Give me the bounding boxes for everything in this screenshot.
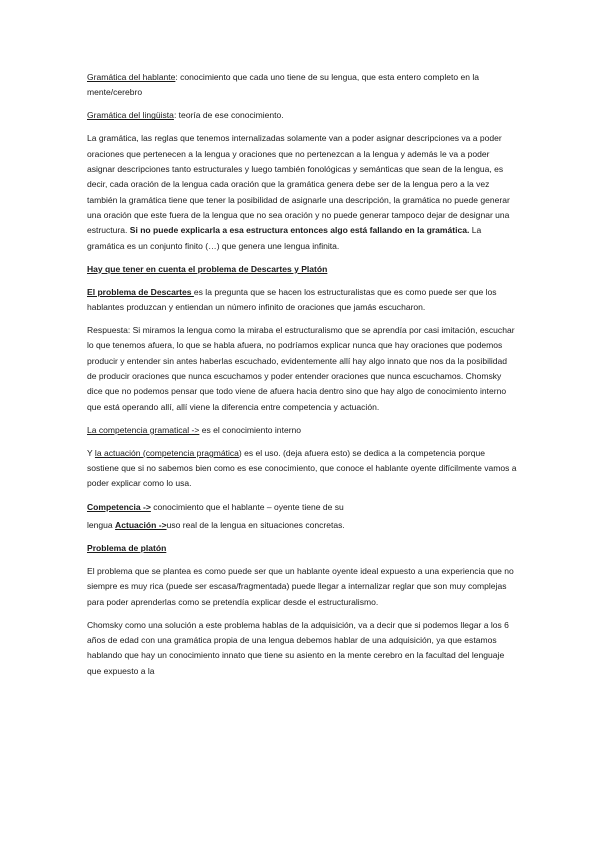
arrow-symbol: -> (191, 424, 200, 435)
paragraph-tail: La gramática es un conjunto finito (…) que genera une lengua infinita. (87, 225, 482, 251)
definition-competence (87, 500, 517, 515)
paragraph-lead: lengua (87, 519, 116, 530)
definition-text: : conocimiento que cada uno tiene de su lengua, que esta entero completo en la mente/cerebro (87, 72, 480, 98)
term-performance: la actuación (competencia pragmática (94, 447, 239, 458)
definition-speaker-grammar (87, 70, 517, 101)
term-grammatical-competence: La competencia gramatical (87, 424, 192, 435)
definition-text: conocimiento que el hablante – oyente tiene de su (150, 501, 344, 512)
paragraph-grammar (87, 131, 517, 253)
definition-text: uso real de la lengua en situaciones concretas. (166, 519, 345, 530)
bold-statement: Si no puede explicarla a esa estructura entonces algo está fallando en la gramática. (129, 225, 470, 236)
definition-text: : teoría de ese conocimiento. (173, 110, 284, 121)
definition-performance (87, 518, 517, 533)
term-speaker-grammar: Gramática del hablante (87, 72, 176, 82)
section-heading-descartes-plato: Hay que tener en cuenta el problema de Descartes y Platón (87, 263, 328, 274)
term-actuacion: Actuación -> (115, 519, 167, 530)
paragraph-answer: Respuesta: Si miramos la lengua como la miraba el estructuralismo que se aprendía por casi imitación, escuchar lo que tenemos afuera, lo que se habla afuera, no podríamos explicar nunca que hay oraciones que podemos producir y entender sin antes haberlas escuchado, evidentemente allí hay algo innato que nos da la posibilidad de producir oraciones que nunca escuchamos y poder entender oraciones que nunca escuchamos. Chomsky dice que no podemos pensar que todo viene de afuera hacia dentro sino que hay algo de conocimiento interno que está operando allí, allí viene la diferencia entre competencia y actuación. (87, 325, 515, 412)
term-linguist-grammar: Gramática del lingüista (87, 110, 174, 121)
paragraph-plato-problem: El problema que se plantea es como puede ser que un hablante oyente ideal expuesto a una experiencia que no siempre es muy rica (puede ser escasa/fragmentada) puede llegar a internalizar reglar que son muy complejas para poder aprenderlas como se pretendía explicar desde el estructuralismo. (87, 565, 514, 607)
paragraph-performance (87, 446, 517, 492)
paragraph-lead: Y (87, 447, 95, 458)
paragraph-competence (87, 423, 517, 438)
document-body (87, 70, 517, 687)
definition-linguist-grammar (87, 108, 517, 123)
paragraph-chomsky-acquisition: Chomsky como una solución a este problema hablas de la adquisición, va a decir que si podemos llegar a los 6 años de edad con una gramática propia de una lengua debemos hablar de una adquisición, ya que estamos hablando que hay un conocimiento innato que tiene su asiento en la mente cerebro en la facultad del lenguaje que expuesto a la (87, 619, 509, 676)
section-heading-plato: Problema de platón (87, 542, 167, 553)
paragraph-text: ) es el uso. (deja afuera esto) se dedica a la competencia porque sostiene que si no sabemos bien como es ese conocimiento, que conoce el hablante oyente difícilmente vamos a poder explicar como lo usa. (87, 447, 517, 489)
paragraph-text: La gramática, las reglas que tenemos internalizadas solamente van a poder asignar descripciones va a poder oraciones que pertenecen a la lengua y oraciones que no pertenezcan a la lengua y además le va a poder asignar descripciones tanto estructurales y luego también fonológicas y semánticas que sean de la lengua, es decir, cada oración de la lengua cada oración que la gramática genera debe ser de la lengua pero a la vez también la gramática tiene que tener la posibilidad de asignarle una descripción, la gramática no puede generar una oración que este fuera de la lengua que no sea oración y no puede generar tampoco dejar de designar una estructura. (87, 133, 510, 236)
paragraph-descartes-problem (87, 285, 517, 316)
paragraph-text: es la pregunta que se hacen los estructuralistas que es como puede ser que los hablantes produzcan y entiendan un número infinito de oraciones que jamás escucharon. (87, 286, 497, 313)
paragraph-text: es el conocimiento interno (199, 424, 302, 435)
term-descartes-problem: El problema de Descartes (87, 286, 194, 297)
term-competence: Competencia -> (87, 501, 151, 512)
